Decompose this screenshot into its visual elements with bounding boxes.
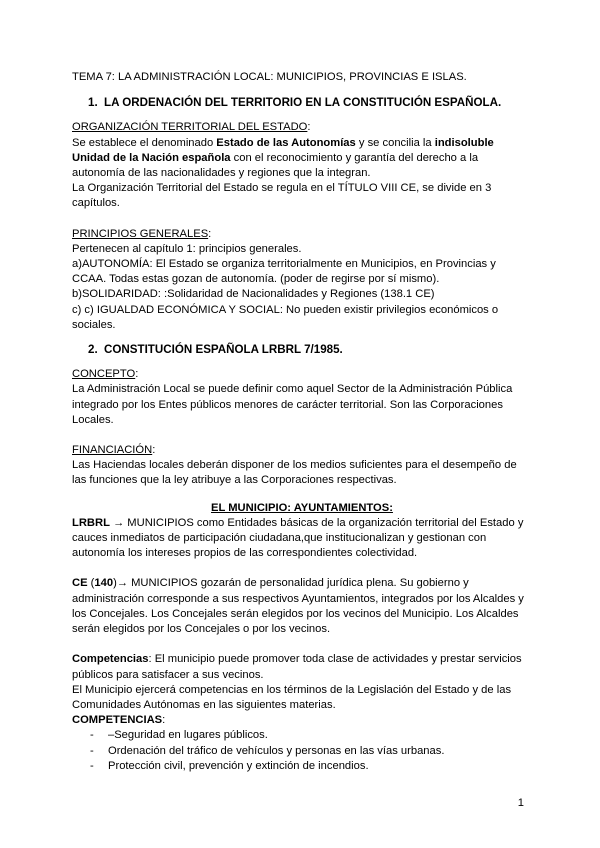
lrbrl-paragraph: LRBRL → MUNICIPIOS como Entidades básicas de la organización territorial del Estado y cauces inmediatos de participación ciudadana,que institucionalizan y gestionan con autonomía los intereses propios de las correspondientes colectividad. [72,516,524,560]
financiacion-text: Las Haciendas locales deberán disponer de los medios suficientes para el desempeño de las funciones que la ley atribuye a las Corporaciones respectivas. [72,459,517,487]
page-number: 1 [517,797,524,809]
principios-line: c) c) IGUALDAD ECONÓMICA Y SOCIAL: No pueden existir privilegios económicos o sociales. [72,303,499,331]
dash-bullet: - [90,744,94,757]
section-1-number: 1. [88,96,98,110]
concepto-label: CONCEPTO: [72,368,139,381]
section-1-title: LA ORDENACIÓN DEL TERRITORIO EN LA CONSTITUCIÓN ESPAÑOLA. [104,96,502,110]
list-item: - –Seguridad en lugares públicos. [90,728,532,743]
dash-bullet: - [90,729,94,742]
principios-line: Pertenecen al capítulo 1: principios generales. [72,242,302,255]
ce-paragraph: CE (140)→ MUNICIPIOS gozarán de personalidad jurídica plena. Su gobierno y administración corresponde a sus respectivos Ayuntamientos, integrados por los Alcaldes y los Concejales. Los Concejales serán elegidos por los vecinos del Municipio. Los Alcaldes serán elegidos por los Concejales o por los vecinos. [72,577,524,636]
competencias-paragraph-2: El Municipio ejercerá competencias en los términos de la Legislación del Estado y de las Comunidades Autónomas en las siguientes materias. [72,683,512,711]
document-body [72,70,532,774]
section-2-title: CONSTITUCIÓN ESPAÑOLA LRBRL 7/1985. [104,343,343,357]
municipio-heading: EL MUNICIPIO: AYUNTAMIENTOS: [211,501,393,514]
org-paragraph-2: La Organización Territorial del Estado se regula en el TÍTULO VIII CE, se divide en 3 capítulos. [72,182,492,210]
competencias-paragraph: Competencias: El municipio puede promover toda clase de actividades y prestar servicios públicos para satisfacer a sus vecinos. [72,653,522,681]
competencias-list-title: COMPETENCIAS: [72,714,166,727]
principios-line: b)SOLIDARIDAD: :Solidaridad de Nacionalidades y Regiones (138.1 CE) [72,288,435,301]
section-2-heading [88,342,532,357]
org-label: ORGANIZACIÓN TERRITORIAL DEL ESTADO: [72,121,311,134]
dash-bullet: - [90,759,94,772]
principios-label: PRINCIPIOS GENERALES: [72,227,212,240]
principios-line: a)AUTONOMÍA: El Estado se organiza territorialmente en Municipios, en Provincias y CCAA. Todas estas gozan de autonomía. (poder de regirse por sí mismo). [72,258,496,286]
financiacion-label: FINANCIACIÓN: [72,444,156,457]
org-paragraph: Se establece el denominado Estado de las Autonomías y se concilia la indisoluble Unidad de la Nación española con el reconocimiento y garantía del derecho a la autonomía de las nacionalidades y regiones que la integran. [72,136,494,180]
section-2-number: 2. [88,343,98,357]
list-item: - Protección civil, prevención y extinción de incendios. [90,759,532,774]
concepto-text: La Administración Local se puede definir como aquel Sector de la Administración Pública integrado por los Entes públicos menores de carácter territorial. Son las Corporaciones Locales. [72,383,513,426]
section-1-heading [88,95,532,110]
list-item: - Ordenación del tráfico de vehículos y personas en las vías urbanas. [90,744,532,759]
doc-title: TEMA 7: LA ADMINISTRACIÓN LOCAL: MUNICIPIOS, PROVINCIAS E ISLAS. [72,71,467,83]
competencias-list [72,728,532,774]
